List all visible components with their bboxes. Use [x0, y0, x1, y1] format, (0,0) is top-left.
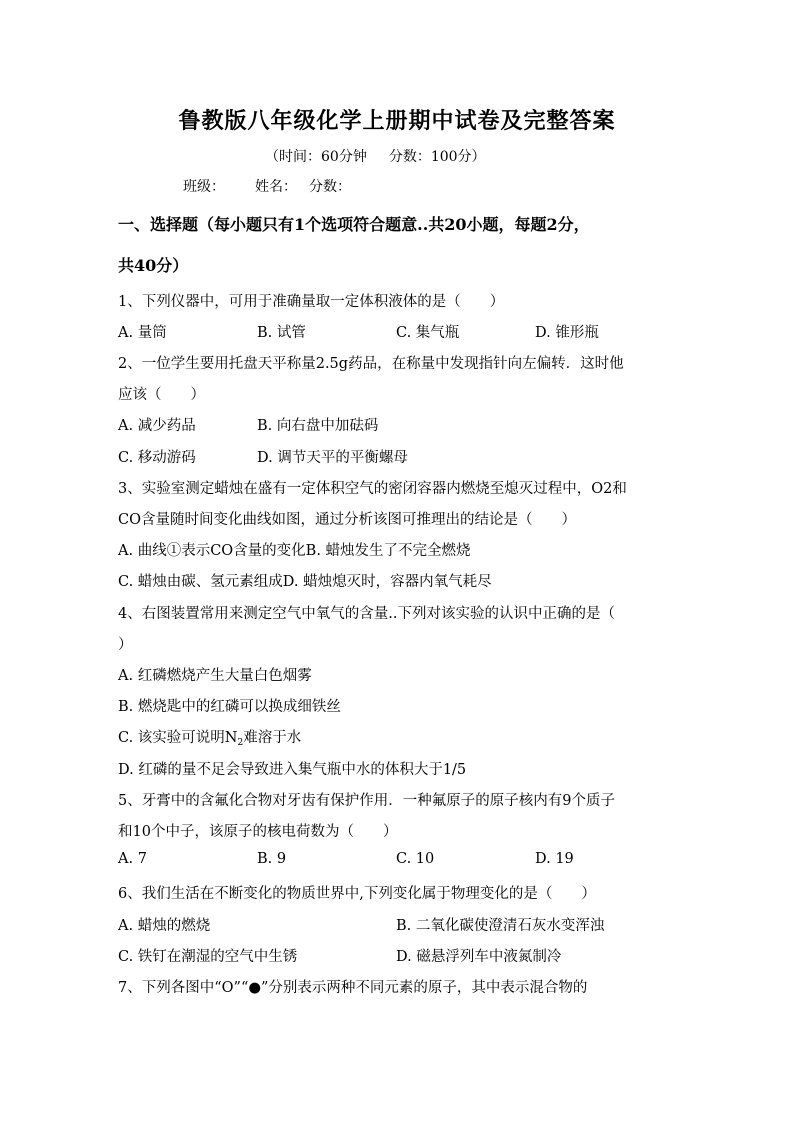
q4-option-c [118, 726, 301, 748]
q3-options-ab: A. 曲线①表示CO含量的变化B. 蜡烛发生了不完全燃烧 [118, 543, 471, 559]
q5-option-a: A. 7 [118, 851, 147, 867]
q4-option-c-subscript: 2 [237, 738, 244, 748]
question-2-stem: 2、一位学生要用托盘天平称量2.5g药品，在称量中发现指针向左偏转．这时他 [118, 356, 624, 372]
question-4-stem: 4、右图装置常用来测定空气中氧气的含量..下列对该实验的认识中正确的是（ [118, 606, 615, 622]
section-heading-cont: 共40分） [118, 256, 189, 275]
question-5-stem: 5、牙膏中的含氟化合物对牙齿有保护作用．一种氟原子的原子核内有9个质子 [118, 793, 615, 809]
q6-option-c: C. 铁钉在潮湿的空气中生锈 [118, 949, 298, 965]
section-heading: 一、选择题（每小题只有1个选项符合题意..共20小题，每题2分， [118, 215, 590, 234]
q2-option-d: D. 调节天平的平衡螺母 [257, 450, 408, 466]
question-6-stem: 6、我们生活在不断变化的物质世界中,下列变化属于物理变化的是（ ） [118, 886, 596, 902]
question-4-stem-cont: ） [118, 637, 133, 653]
q1-option-d: D. 锥形瓶 [535, 325, 599, 341]
page-title: 鲁教版八年级化学上册期中试卷及完整答案 [178, 108, 616, 134]
question-7-stem: 7、下列各图中“O”“●”分别表示两种不同元素的原子，其中表示混合物的 [118, 980, 588, 996]
question-3-stem: 3、实验室测定蜡烛在盛有一定体积空气的密闭容器内燃烧至熄灭过程中，O2和 [118, 481, 627, 497]
q2-option-b: B. 向右盘中加砝码 [257, 418, 379, 434]
points-label: 分数： [309, 179, 351, 195]
exam-time: （时间：60分钟 [265, 149, 367, 165]
q1-option-c: C. 集气瓶 [396, 325, 460, 341]
q4-option-b: B. 燃烧匙中的红磷可以换成细铁丝 [118, 699, 341, 715]
q3-options-cd: C. 蜡烛由碳、氢元素组成D. 蜡烛熄灭时，容器内氧气耗尽 [118, 574, 492, 590]
class-label: 班级： [183, 179, 225, 195]
q5-option-d: D. 19 [535, 851, 574, 867]
student-info-line [183, 176, 381, 196]
q4-option-c-text: C. 该实验可说明N [118, 730, 238, 746]
question-2-stem-cont: 应该（ ） [118, 387, 205, 403]
q1-option-a: A. 量筒 [118, 325, 167, 341]
name-label: 姓名： [255, 179, 297, 195]
question-1-stem: 1、下列仪器中，可用于准确量取一定体积液体的是（ ） [118, 294, 505, 310]
q4-option-d: D. 红磷的量不足会导致进入集气瓶中水的体积大于1/5 [118, 762, 467, 778]
q2-option-c: C. 移动游码 [118, 450, 196, 466]
q6-option-a: A. 蜡烛的燃烧 [118, 918, 211, 934]
q4-option-a: A. 红磷燃烧产生大量白色烟雾 [118, 668, 312, 684]
q6-option-d: D. 磁悬浮列车中液氮制冷 [396, 949, 562, 965]
q1-option-b: B. 试管 [257, 325, 306, 341]
question-3-stem-cont: CO含量随时间变化曲线如图，通过分析该图可推理出的结论是（ ） [118, 512, 576, 528]
q6-option-b: B. 二氧化碳使澄清石灰水变浑浊 [396, 918, 605, 934]
exam-score: 分数：100分） [388, 149, 486, 165]
question-5-stem-cont: 和10个中子，该原子的核电荷数为（ ） [118, 824, 398, 840]
q5-option-c: C. 10 [396, 851, 435, 867]
exam-info [265, 146, 508, 166]
q2-option-a: A. 减少药品 [118, 418, 196, 434]
q5-option-b: B. 9 [257, 851, 287, 867]
q4-option-c-tail: 难溶于水 [243, 730, 302, 746]
